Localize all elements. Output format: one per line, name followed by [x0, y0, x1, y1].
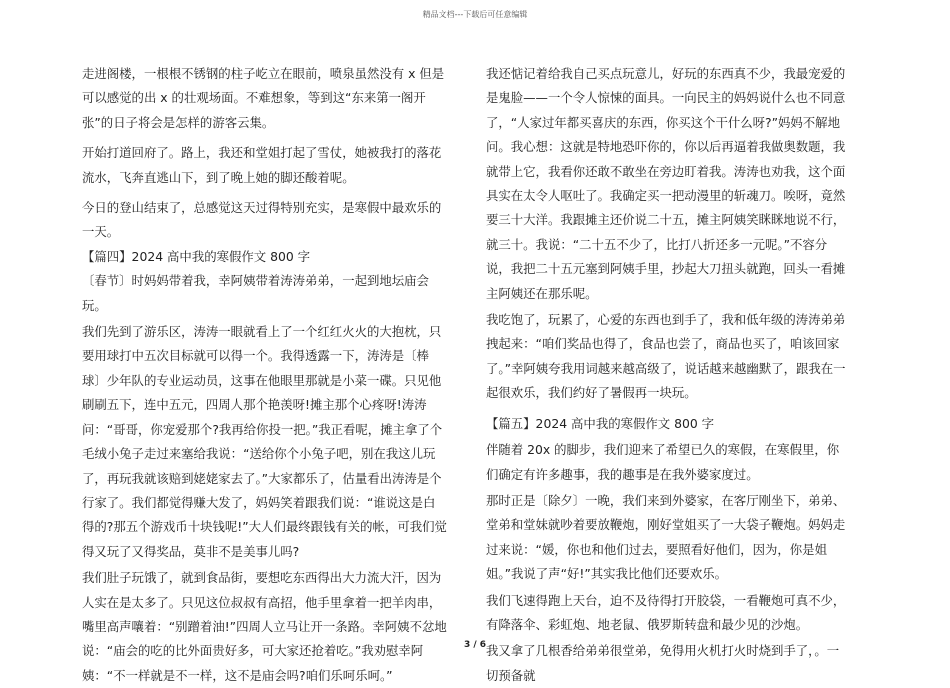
paragraph: 那时正是〔除夕〕一晚，我们来到外婆家，在客厅刚坐下，弟弟、堂弟和堂妹就吵着要放鞭炮，刚好堂姐买了一大袋子鞭炮。妈妈走过来说：“媛，你也和他们过去，要照看好他们，因为，你是姐姐。”我说了声“好!”其实我比他们还要欢乐。 [486, 492, 846, 582]
paragraph: 我吃饱了，玩累了，心爱的东西也到手了，我和低年级的涛涛弟弟拽起来：“咱们奖品也得了，食品也尝了，商品也买了，咱该回家了。”幸阿姨夸我用词越来越高级了，说话越来越幽默了，跟我在一起很欢乐，我们约好了暑假再一块玩。 [486, 312, 846, 401]
paragraph: 〔春节〕时妈妈带着我，幸阿姨带着涛涛弟弟，一起到地坛庙会玩。 [82, 273, 429, 313]
section-heading: 【篇五】2024 高中我的寒假作文 800 字 [486, 415, 715, 431]
paragraph: 我又拿了几根香给弟弟很堂弟，免得用火机打火时烧到手了，。一切预备就 [486, 643, 840, 683]
page-header: 精品文档---下载后可任意编辑 [422, 10, 528, 19]
right-column [486, 62, 851, 688]
section-heading: 【篇四】2024 高中我的寒假作文 800 字 [82, 248, 311, 264]
paragraph: 伴随着 20x 的脚步，我们迎来了希望已久的寒假，在寒假里，你们确定有许多趣事，我的趣事是在我外婆家度过。 [486, 442, 840, 482]
left-column [82, 62, 447, 688]
paragraph: 今日的登山结束了，总感觉这天过得特别充实，是寒假中最欢乐的一天。 [82, 200, 442, 240]
paragraph: 走进阁楼，一根根不锈钢的柱子屹立在眼前，喷泉虽然没有 x 但是可以感觉的出 x 的壮观场面。不难想象，等到这“东来第一阁开张”的日子将会是怎样的游客云集。 [82, 66, 445, 130]
paragraph: 我还惦记着给我自己买点玩意儿，好玩的东西真不少，我最宠爱的是鬼脸——一个令人惊悚的面具。一向民主的妈妈说什么也不同意了，“人家过年都买喜庆的东西，你买这个干什么呀?”妈妈不解地问。我心想：这就是特地恐吓你的，你以后再逼着我做奥数题，我就带上它，我看你还敢不敢坐在旁边盯着我。涛涛也劝我，这个面具实在太令人呕吐了。我确定买一把动漫里的斩魂刀。唉呀，竟然要三十大洋。我跟摊主还价说二十五，摊主阿姨笑眯眯地说不行，就三十。我说：“二十五不少了，比打八折还多一元呢。”不容分说，我把二十五元塞到阿姨手里，抄起大刀扭头就跑，回头一看摊主阿姨还在那乐呢。 [486, 66, 846, 301]
paragraph: 开始打道回府了。路上，我还和堂姐打起了雪仗，她被我打的落花流水，飞奔直逃山下，到了晚上她的脚还酸着呢。 [82, 145, 442, 185]
paragraph: 我们肚子玩饿了，就到食品街，要想吃东西得出大力流大汗，因为人实在是太多了。只见这位叔叔有高招，他手里拿着一把羊肉串，嘴里高声嚷着：“别蹭着油!”四周人立马让开一条路。幸阿姨不忿地说：“庙会的吃的比外面贵好多，可大家还抢着吃。”我劝慰幸阿姨：“不一样就是不一样，这不是庙会吗?咱们乐呵乐呵。” [82, 570, 447, 683]
paragraph: 我们先到了游乐区，涛涛一眼就看上了一个红红火火的大抱枕，只要用球打中五次目标就可以得一个。我得透露一下，涛涛是〔棒球〕少年队的专业运动员，这事在他眼里那就是小菜一碟。只见他刷刷五下，连中五元，四周人那个艳羡呀!摊主那个心疼呀!涛涛问：“哥哥，你宠爱那个?我再给你投一把。”我正看呢，摊主拿了个毛绒小兔子走过来塞给我说：“送给你个小兔子吧，别在我这儿玩了，再玩我就该赔到姥姥家去了。”大家都乐了，估量看出涛涛是个行家了。我们都觉得赚大发了，妈妈笑着跟我们说：“谁说这是白得的?那五个游戏币十块钱呢!”大人们最终跟钱有关的帐，可我们觉得又玩了又得奖品，莫非不是美事儿吗? [82, 324, 447, 559]
paragraph: 我们飞速得跑上天台，迫不及待得打开胶袋，一看鞭炮可真不少，有降落伞、彩虹炮、地老鼠、俄罗斯转盘和最少见的沙炮。 [486, 592, 846, 632]
page-number: 3 / 6 [463, 640, 487, 650]
